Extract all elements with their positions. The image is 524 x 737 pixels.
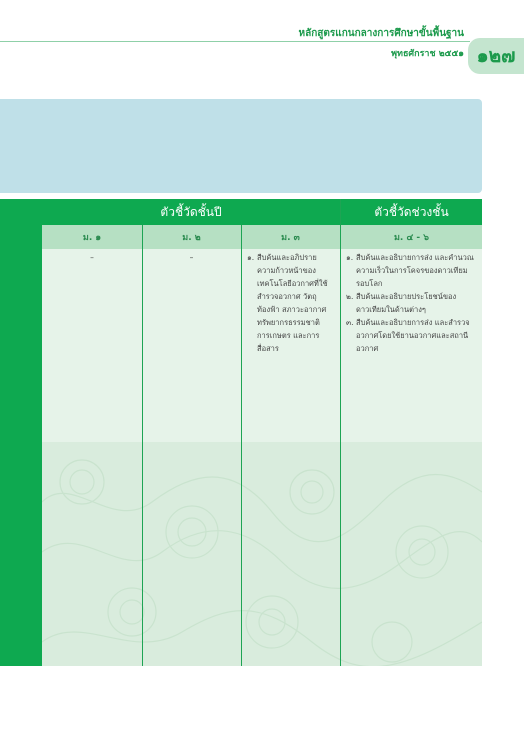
indicator-number: ๑.: [247, 253, 255, 262]
column-header-m4-6: ม. ๔ - ๖: [393, 233, 429, 243]
indicator-item: [346, 251, 476, 290]
header-divider: [0, 41, 470, 42]
page-number-tab: [468, 38, 524, 74]
page-number: ๑๒๗: [476, 45, 516, 67]
indicator-number: ๓.: [346, 318, 354, 327]
cell-m3: [247, 251, 335, 355]
indicator-item: [346, 316, 476, 355]
column-header-m2: ม. ๒: [182, 233, 201, 243]
cell-m2: –: [189, 253, 194, 262]
indicator-table: [0, 199, 482, 666]
cell-m1: –: [90, 253, 94, 262]
blue-heading-box: [0, 99, 482, 193]
column-header-m3: ม. ๓: [281, 233, 300, 243]
header-row-groups: [42, 199, 482, 225]
indicator-item: [247, 251, 335, 355]
group-header-grade-indicators: ตัวชี้วัดชั้นปี: [160, 204, 222, 219]
floral-pattern-graphic: [42, 442, 482, 666]
indicator-text: สืบค้นและอภิปรายความก้าวหน้าของเทคโนโลยีอวกาศที่ใช้สำรวจอวกาศ วัตถุท้องฟ้า สภาวะอากาศ ทรัพยากรธรรมชาติ การเกษตร และการสื่อสาร: [257, 253, 328, 353]
indicator-text: สืบค้นและอธิบายการส่ง และสำรวจอวกาศโดยใช้ยานอวกาศและสถานีอวกาศ: [356, 318, 470, 353]
indicator-number: ๑.: [346, 253, 354, 262]
indicator-text: สืบค้นและอธิบายประโยชน์ของดาวเทียมในด้านต่างๆ: [356, 292, 457, 314]
header-row-columns: [42, 225, 482, 249]
decorative-floral-pattern: [42, 442, 482, 666]
column-header-m1: ม. ๑: [82, 233, 102, 243]
running-header-subtitle: พุทธศักราช ๒๕๕๑: [391, 49, 464, 59]
left-green-strip: [0, 199, 42, 666]
running-header-title: หลักสูตรแกนกลางการศึกษาขั้นพื้นฐาน: [298, 28, 464, 39]
indicator-number: ๒.: [346, 292, 354, 301]
group-header-range-indicators: ตัวชี้วัดช่วงชั้น: [374, 204, 449, 219]
cell-m4-6: [346, 251, 476, 355]
indicator-text: สืบค้นและอธิบายการส่ง และคำนวณความเร็วในการโคจรของดาวเทียมรอบโลก: [356, 253, 474, 288]
indicator-item: [346, 290, 476, 316]
